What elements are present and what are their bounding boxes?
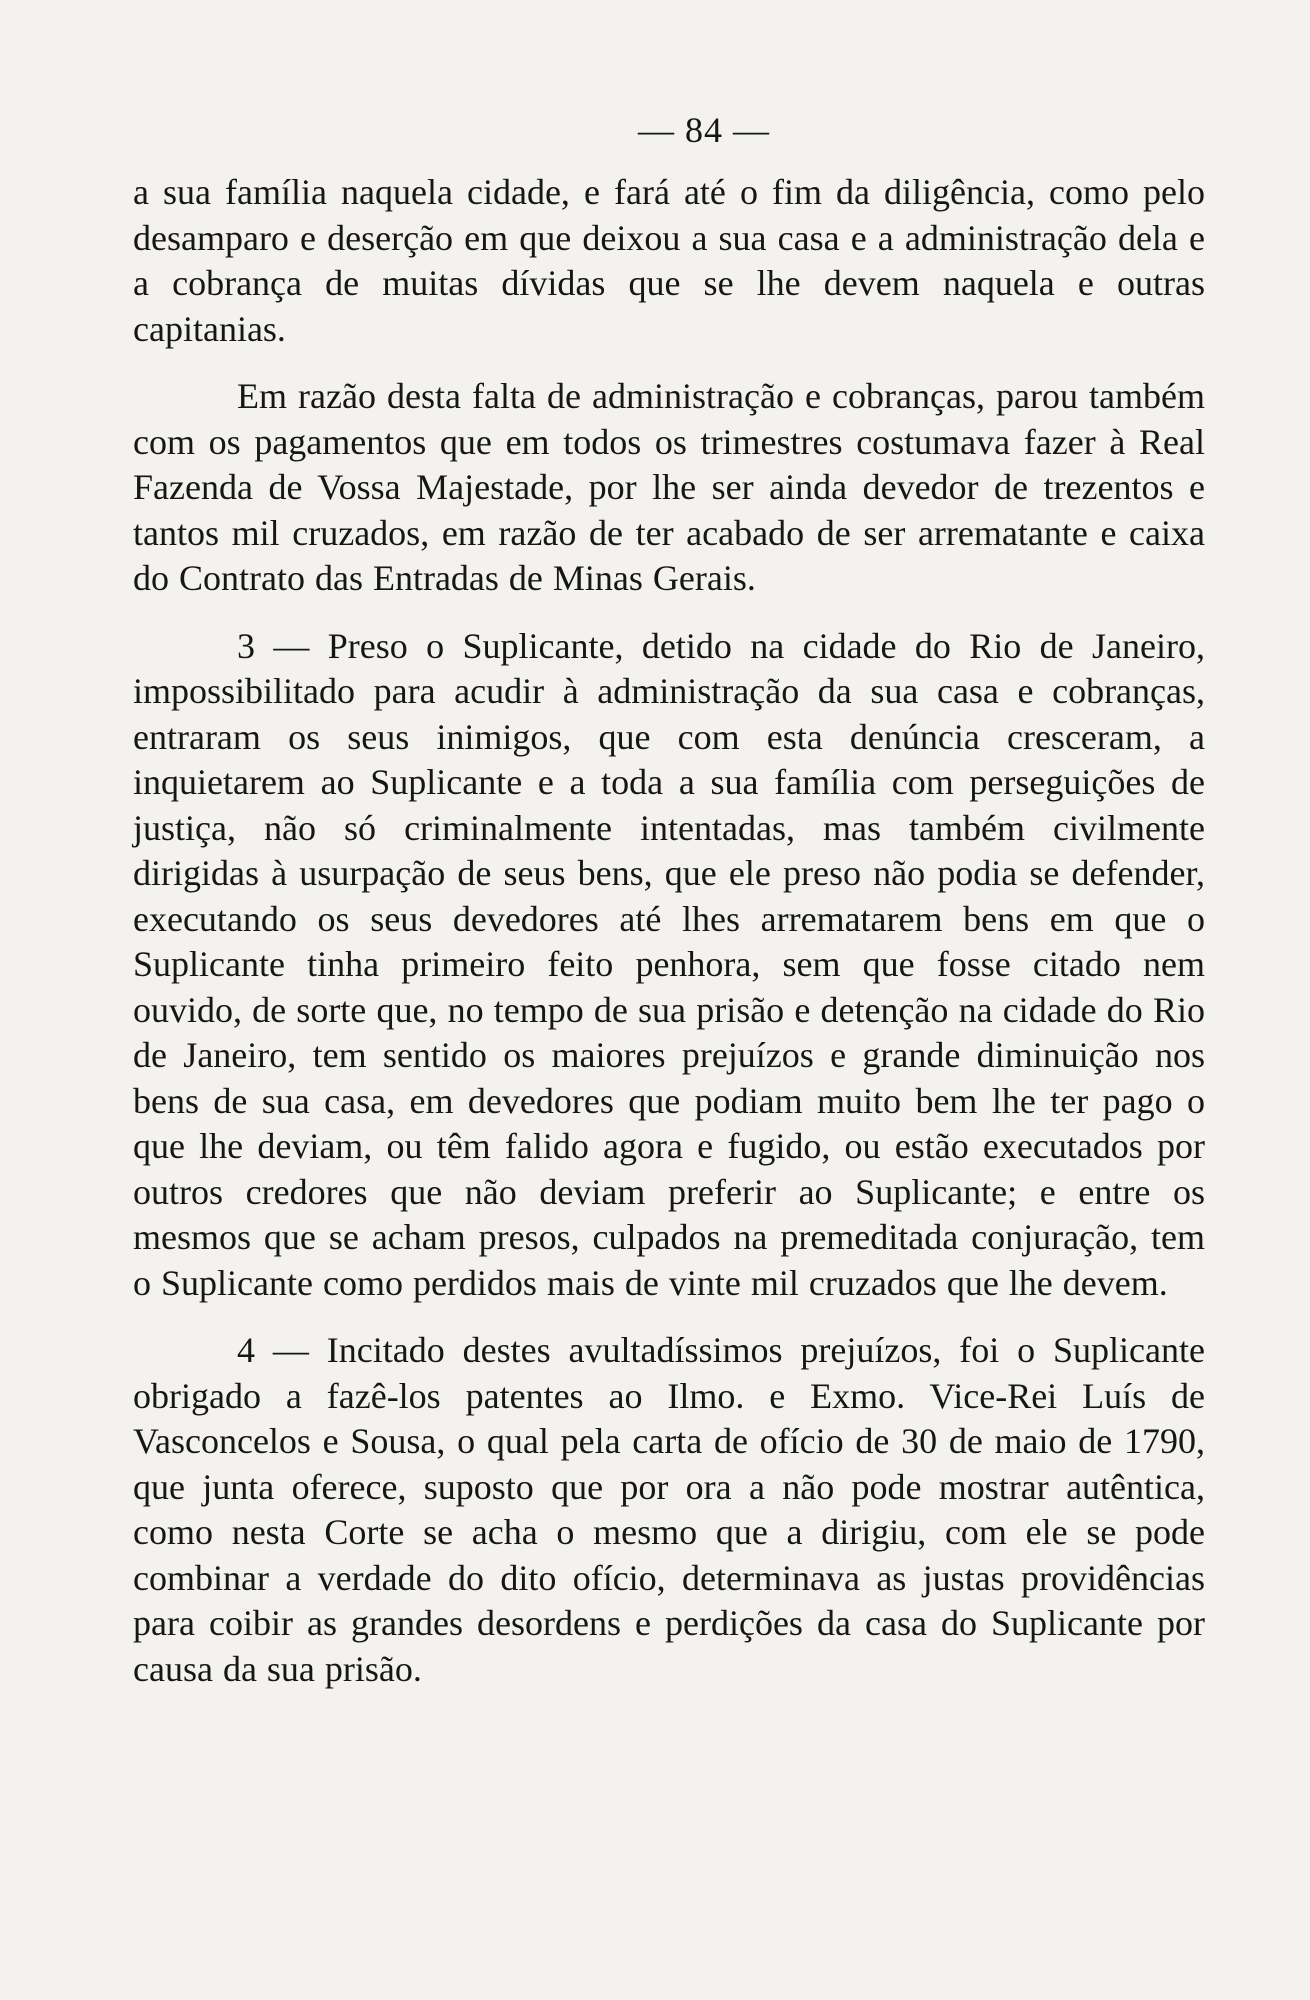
paragraph-3: 3 — Preso o Suplicante, detido na cidade do Rio de Janeiro, impossibilitado para acudir à administração da sua casa e cobranças, entraram os seus inimigos, que com esta denúncia cresceram, a inquietarem ao Suplicante e a toda a sua família com perseguições de justiça, não só criminalmente intentadas, mas também civilmente dirigidas à usurpação de seus bens, que ele preso não podia se defender, executando os seus devedores até lhes arrematarem bens em que o Suplicante tinha primeiro feito penhora, sem que fosse citado nem ouvido, de sorte que, no tempo de sua prisão e detenção na cidade do Rio de Janeiro, tem sentido os maiores prejuízos e grande diminuição nos bens de sua casa, em devedores que podiam muito bem lhe ter pago o que lhe deviam, ou têm falido agora e fugido, ou estão executados por outros credores que não deviam preferir ao Suplicante; e entre os mesmos que se acham presos, culpados na premeditada conjuração, tem o Suplicante como perdidos mais de vinte mil cruzados que lhe devem. [133, 625, 1205, 1303]
page-number: — 84 — [638, 110, 770, 150]
paragraph-2: Em razão desta falta de administração e cobranças, parou também com os pagamentos que em todos os trimestres costumava fazer à Real Fazenda de Vossa Majestade, por lhe ser ainda devedor de trezentos e tantos mil cruzados, em razão de ter acabado de ser arrematante e caixa do Contrato das Entradas de Minas Gerais. [133, 376, 1205, 598]
paragraph-4: 4 — Incitado destes avultadíssimos prejuízos, foi o Suplicante obrigado a fazê-los patentes ao Ilmo. e Exmo. Vice-Rei Luís de Vasconcelos e Sousa, o qual pela carta de ofício de 30 de maio de 1790, que junta oferece, suposto que por ora a não pode mostrar autêntica, como nesta Corte se acha o mesmo que a dirigiu, com ele se pode combinar a verdade do dito ofício, determinava as justas providências para coibir as grandes desordens e perdições da casa do Suplicante por causa da sua prisão. [133, 1330, 1205, 1689]
paragraph-1: a sua família naquela cidade, e fará até o fim da diligência, como pelo desamparo e deserção em que deixou a sua casa e a administração dela e a cobrança de muitas dívidas que se lhe devem naquela e outras capitanias. [133, 172, 1205, 349]
document-page [133, 100, 1205, 1692]
